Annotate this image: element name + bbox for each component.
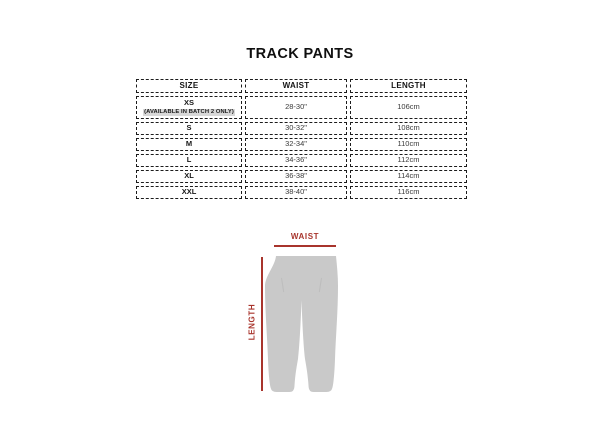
size-availability-note: (AVAILABLE IN BATCH 2 ONLY)	[144, 109, 234, 116]
table-header-row	[136, 79, 467, 93]
length-cell: 114cm	[350, 170, 467, 183]
size-cell: M	[136, 138, 242, 151]
waist-cell: 38-40"	[245, 186, 347, 199]
waist-measure-line	[274, 245, 336, 247]
page-title: TRACK PANTS	[246, 46, 354, 62]
table-row	[136, 138, 467, 151]
track-pants-silhouette	[265, 256, 338, 393]
table-row	[136, 186, 467, 199]
size-cell: XL	[136, 170, 242, 183]
waist-measure-label: WAIST	[290, 232, 320, 241]
waist-cell: 30-32"	[245, 122, 347, 135]
size-table	[133, 76, 470, 202]
length-cell: 106cm	[350, 96, 467, 119]
length-cell: 112cm	[350, 154, 467, 167]
size-cell: S	[136, 122, 242, 135]
size-label: XS	[183, 97, 194, 107]
size-table-header	[136, 79, 467, 93]
size-cell: XXL	[136, 186, 242, 199]
waist-cell: 34-36"	[245, 154, 347, 167]
header-length: LENGTH	[350, 79, 467, 93]
header-waist: WAIST	[245, 79, 347, 93]
length-measure-line	[261, 257, 263, 391]
table-row	[136, 154, 467, 167]
table-row	[136, 170, 467, 183]
length-cell: 116cm	[350, 186, 467, 199]
size-cell: L	[136, 154, 242, 167]
pants-outline	[265, 256, 338, 392]
length-cell: 108cm	[350, 122, 467, 135]
waist-cell: 32-34"	[245, 138, 347, 151]
waist-cell: 28-30"	[245, 96, 347, 119]
table-row	[136, 96, 467, 119]
table-row	[136, 122, 467, 135]
waist-cell: 36-38"	[245, 170, 347, 183]
length-measure-label: LENGTH	[247, 303, 257, 341]
size-table-body	[136, 96, 467, 199]
header-size: SIZE	[136, 79, 242, 93]
length-cell: 110cm	[350, 138, 467, 151]
size-cell	[136, 96, 242, 119]
